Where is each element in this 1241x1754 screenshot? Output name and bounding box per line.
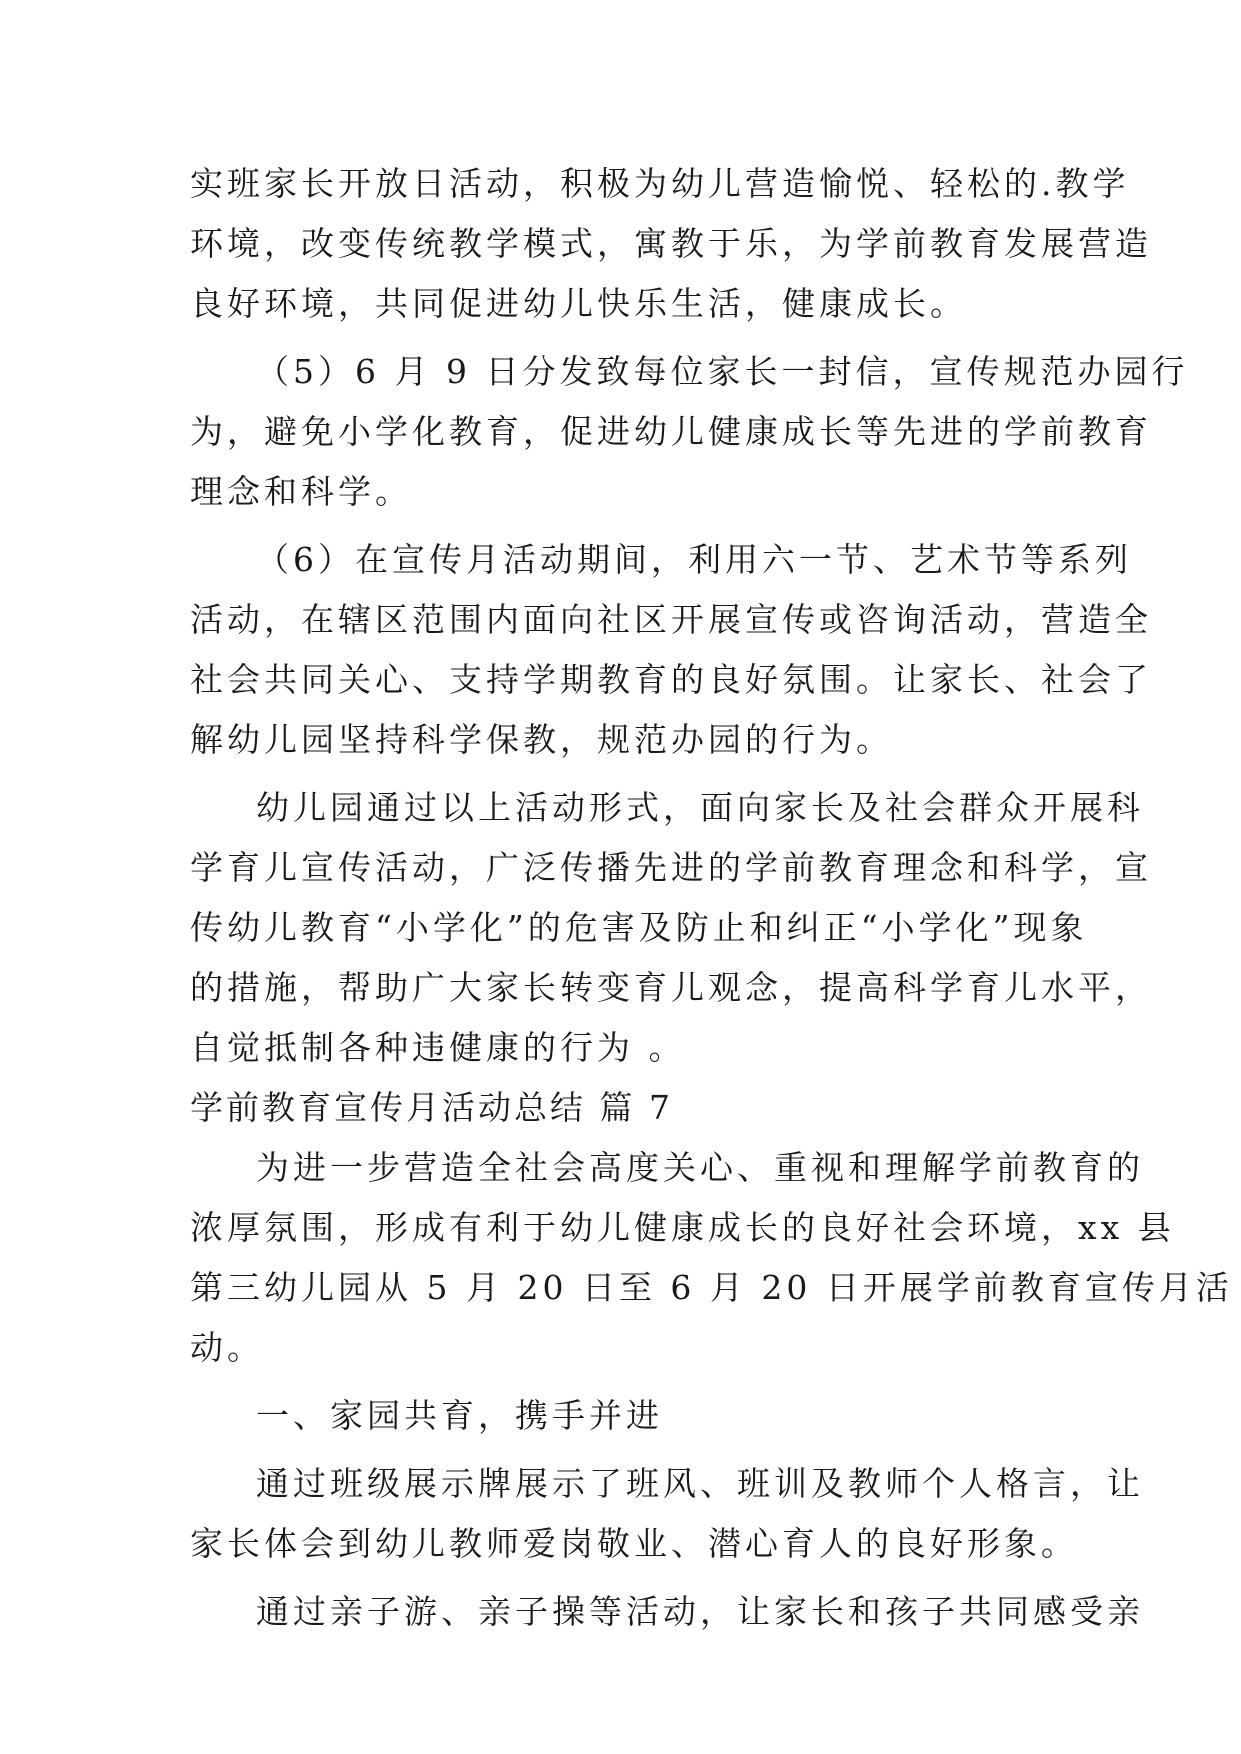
text-line: 传幼儿教育“小学化”的危害及防止和纠正“小学化”现象 (190, 908, 1088, 947)
text-line: 通过亲子游、亲子操等活动，让家长和孩子共同感受亲 (256, 1592, 1144, 1631)
text-line: 解幼儿园坚持科学保教，规范办园的行为。 (190, 720, 893, 759)
paragraph-4 (190, 778, 1152, 1078)
text-line: 活动，在辖区范围内面向社区开展宣传或咨询活动，营造全 (190, 600, 1152, 639)
paragraph-2 (190, 342, 1189, 522)
text-line: 理念和科学。 (190, 472, 412, 511)
text-line: 为进一步营造全社会高度关心、重视和理解学前教育的 (256, 1148, 1144, 1187)
text-line: （5）6 月 9 日分发致每位家长一封信，宣传规范办园行 (256, 352, 1189, 391)
text-line: 社会共同关心、支持学期教育的良好氛围。让家长、社会了 (190, 660, 1152, 699)
paragraph-7 (190, 1582, 1144, 1642)
text-line: 环境，改变传统教学模式，寓教于乐，为学前教育发展营造 (190, 224, 1152, 263)
document-page (190, 154, 1233, 1642)
section-title: 学前教育宣传月活动总结 篇 7 (190, 1088, 673, 1127)
text-line: 的措施，帮助广大家长转变育儿观念，提高科学育儿水平， (190, 968, 1152, 1007)
text-line: 学育儿宣传活动，广泛传播先进的学前教育理念和科学，宣 (190, 848, 1152, 887)
text-line: （6）在宣传月活动期间，利用六一节、艺术节等系列 (256, 540, 1132, 579)
text-line: 动。 (190, 1328, 264, 1367)
paragraph-1 (190, 154, 1152, 334)
text-line: 家长体会到幼儿教师爱岗敬业、潜心育人的良好形象。 (190, 1524, 1078, 1563)
text-line: 第三幼儿园从 5 月 20 日至 6 月 20 日开展学前教育宣传月活 (190, 1268, 1233, 1307)
paragraph-5 (190, 1138, 1233, 1378)
text-line: 实班家长开放日活动，积极为幼儿营造愉悦、轻松的.教学 (190, 164, 1130, 203)
subheading: 一、家园共育，携手并进 (256, 1396, 663, 1435)
text-line: 为，避免小学化教育，促进幼儿健康成长等先进的学前教育 (190, 412, 1152, 451)
text-line: 幼儿园通过以上活动形式，面向家长及社会群众开展科 (256, 788, 1144, 827)
paragraph-3 (190, 530, 1152, 770)
text-line: 良好环境，共同促进幼儿快乐生活，健康成长。 (190, 284, 967, 323)
paragraph-6 (190, 1454, 1144, 1574)
text-line: 通过班级展示牌展示了班风、班训及教师个人格言，让 (256, 1464, 1144, 1503)
text-line: 浓厚氛围，形成有利于幼儿健康成长的良好社会环境，xx 县 (190, 1208, 1175, 1247)
text-line: 自觉抵制各种违健康的行为 。 (190, 1028, 686, 1067)
